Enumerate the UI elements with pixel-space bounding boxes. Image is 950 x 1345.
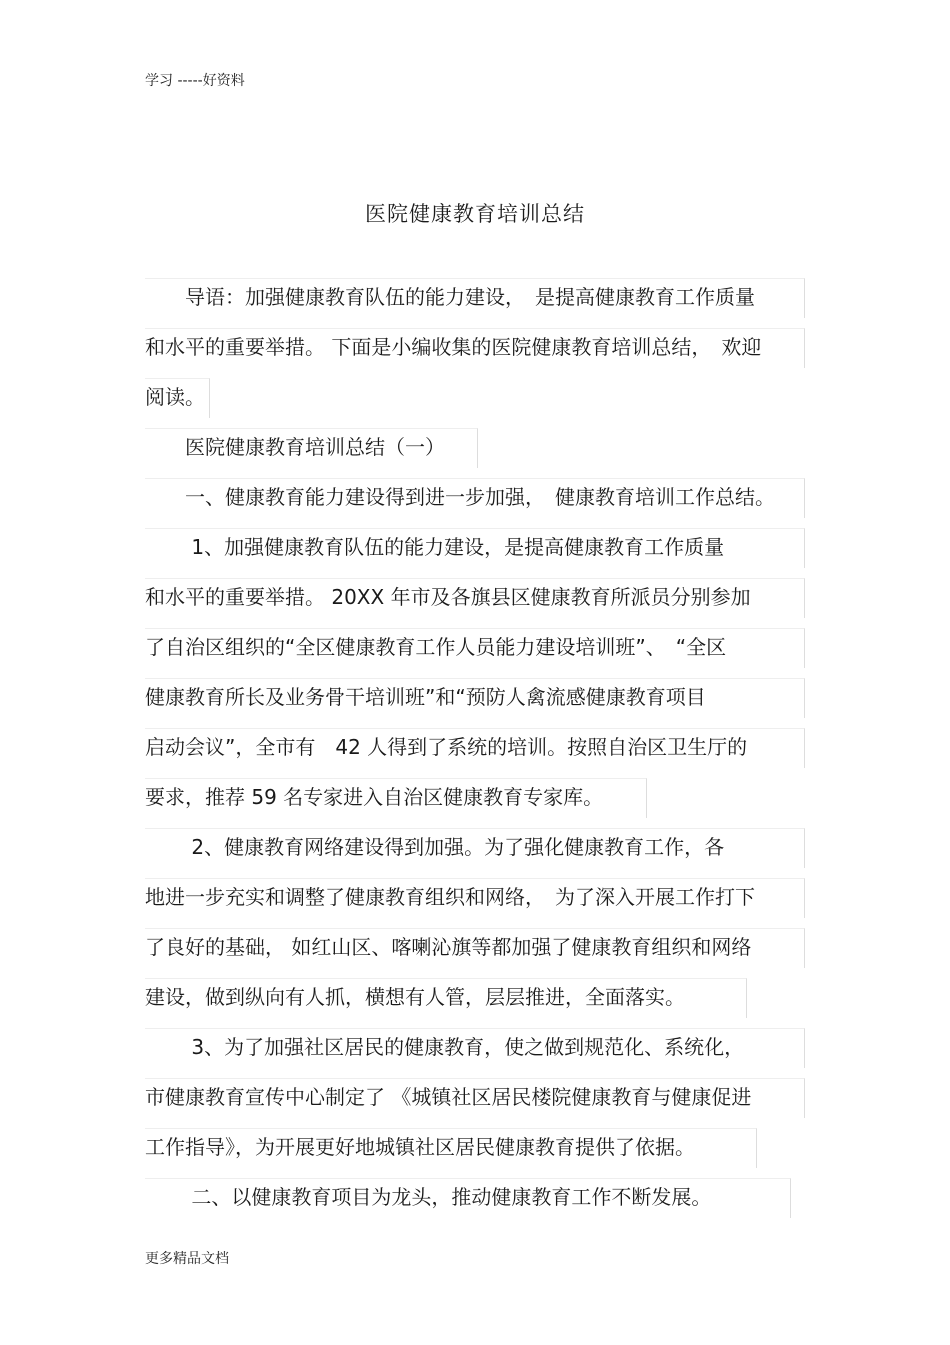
text-line: 地进一步充实和调整了健康教育组织和网络， 为了深入开展工作打下 (145, 878, 805, 918)
section-heading: 一、健康教育能力建设得到进一步加强， 健康教育培训工作总结。 (145, 478, 805, 518)
text-line: 3、为了加强社区居民的健康教育，使之做到规范化、系统化， (145, 1028, 805, 1068)
text-line: 建设，做到纵向有人抓，横想有人管，层层推进，全面落实。 (145, 978, 747, 1018)
section-heading: 医院健康教育培训总结（一） (145, 428, 478, 468)
text-line: 导语：加强健康教育队伍的能力建设， 是提高健康教育工作质量 (145, 278, 805, 318)
text-line: 要求，推荐 59 名专家进入自治区健康教育专家库。 (145, 778, 647, 818)
text-line: 和水平的重要举措。 下面是小编收集的医院健康教育培训总结， 欢迎 (145, 328, 805, 368)
text-line: 1、加强健康教育队伍的能力建设，是提高健康教育工作质量 (145, 528, 805, 568)
text-line: 健康教育所长及业务骨干培训班”和“预防人禽流感健康教育项目 (145, 678, 805, 718)
page-footer: 更多精品文档 (145, 1251, 229, 1267)
text-line: 启动会议”，全市有 42 人得到了系统的培训。按照自治区卫生厅的 (145, 728, 805, 768)
document-title: 医院健康教育培训总结 (365, 202, 585, 226)
text-line: 和水平的重要举措。 20XX 年市及各旗县区健康教育所派员分别参加 (145, 578, 805, 618)
text-line: 市健康教育宣传中心制定了 《城镇社区居民楼院健康教育与健康促进 (145, 1078, 805, 1118)
text-line: 了自治区组织的“全区健康教育工作人员能力建设培训班”、 “全区 (145, 628, 805, 668)
page-header: 学习 -----好资料 (145, 73, 245, 89)
text-line: 阅读。 (145, 378, 210, 418)
text-line: 2、健康教育网络建设得到加强。为了强化健康教育工作，各 (145, 828, 805, 868)
text-line: 工作指导》，为开展更好地城镇社区居民健康教育提供了依据。 (145, 1128, 757, 1168)
section-heading: 二、以健康教育项目为龙头，推动健康教育工作不断发展。 (145, 1178, 791, 1218)
text-line: 了良好的基础， 如红山区、喀喇沁旗等都加强了健康教育组织和网络 (145, 928, 805, 968)
